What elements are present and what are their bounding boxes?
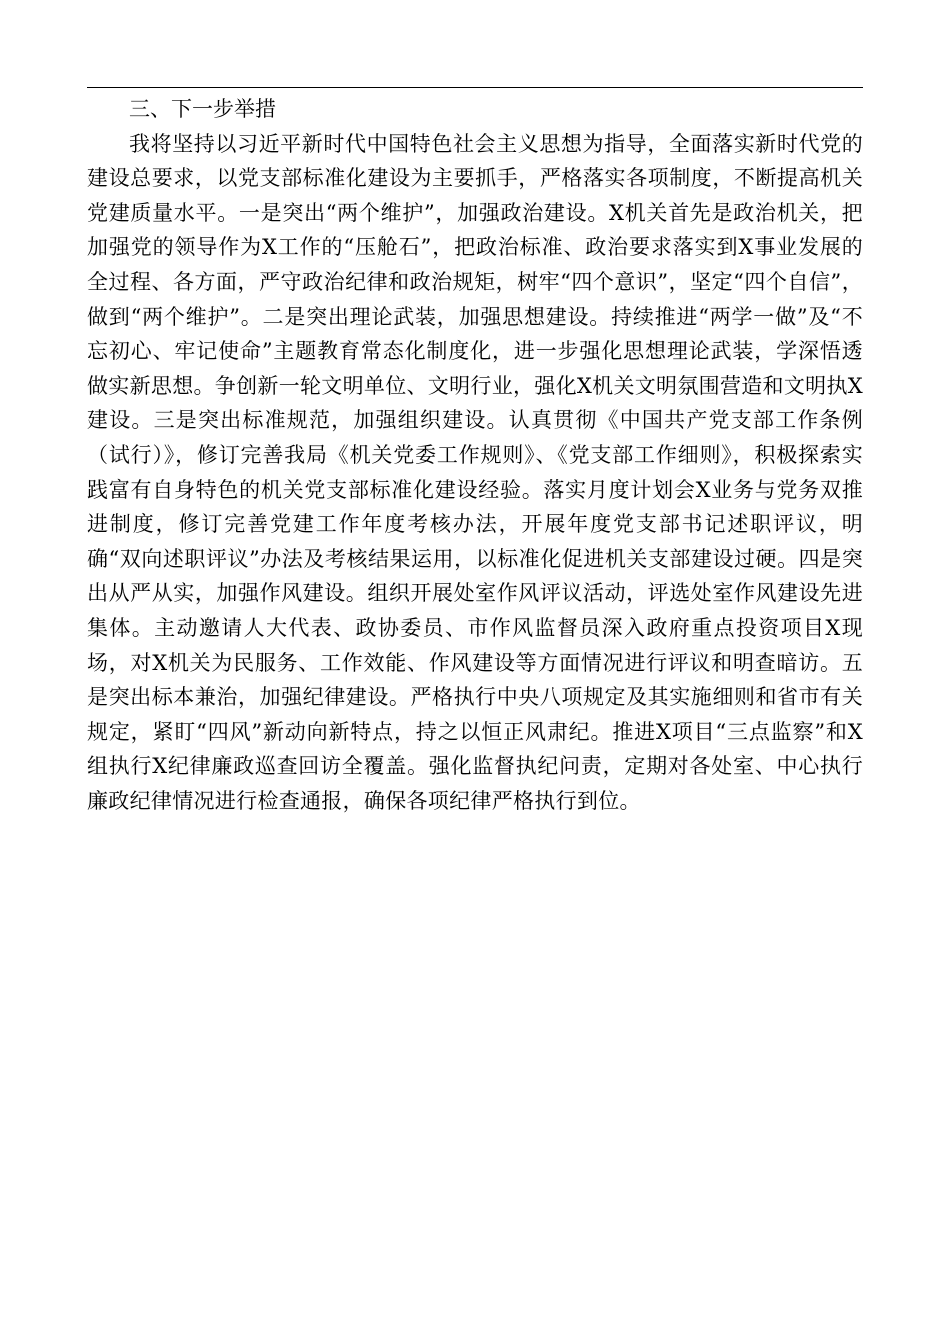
document-body xyxy=(87,92,863,818)
body-paragraph: 我将坚持以习近平新时代中国特色社会主义思想为指导，全面落实新时代党的建设总要求，以党支部标准化建设为主要抓手，严格落实各项制度，不断提高机关党建质量水平。一是突出“两个维护”，加强政治建设。X机关首先是政治机关，把加强党的领导作为X工作的“压舱石”，把政治标准、政治要求落实到X事业发展的全过程、各方面，严守政治纪律和政治规矩，树牢“四个意识”，坚定“四个自信”，做到“两个维护”。二是突出理论武装，加强思想建设。持续推进“两学一做”及“不忘初心、牢记使命”主题教育常态化制度化，进一步强化思想理论武装，学深悟透做实新思想。争创新一轮文明单位、文明行业，强化X机关文明氛围营造和文明执X建设。三是突出标准规范，加强组织建设。认真贯彻《中国共产党支部工作条例（试行）》，修订完善我局《机关党委工作规则》、《党支部工作细则》，积极探索实践富有自身特色的机关党支部标准化建设经验。落实月度计划会X业务与党务双推进制度，修订完善党建工作年度考核办法，开展年度党支部书记述职评议，明确“双向述职评议”办法及考核结果运用，以标准化促进机关支部建设过硬。四是突出从严从实，加强作风建设。组织开展处室作风评议活动，评选处室作风建设先进集体。主动邀请人大代表、政协委员、市作风监督员深入政府重点投资项目X现场，对X机关为民服务、工作效能、作风建设等方面情况进行评议和明查暗访。五是突出标本兼治，加强纪律建设。严格执行中央八项规定及其实施细则和省市有关规定，紧盯“四风”新动向新特点，持之以恒正风肃纪。推进X项目“三点监察”和X组执行X纪律廉政巡查回访全覆盖。强化监督执纪问责，定期对各处室、中心执行廉政纪律情况进行检查通报，确保各项纪律严格执行到位。 xyxy=(87,131,863,813)
section-heading: 三、下一步举措 xyxy=(129,97,276,121)
header-rule xyxy=(87,87,863,88)
